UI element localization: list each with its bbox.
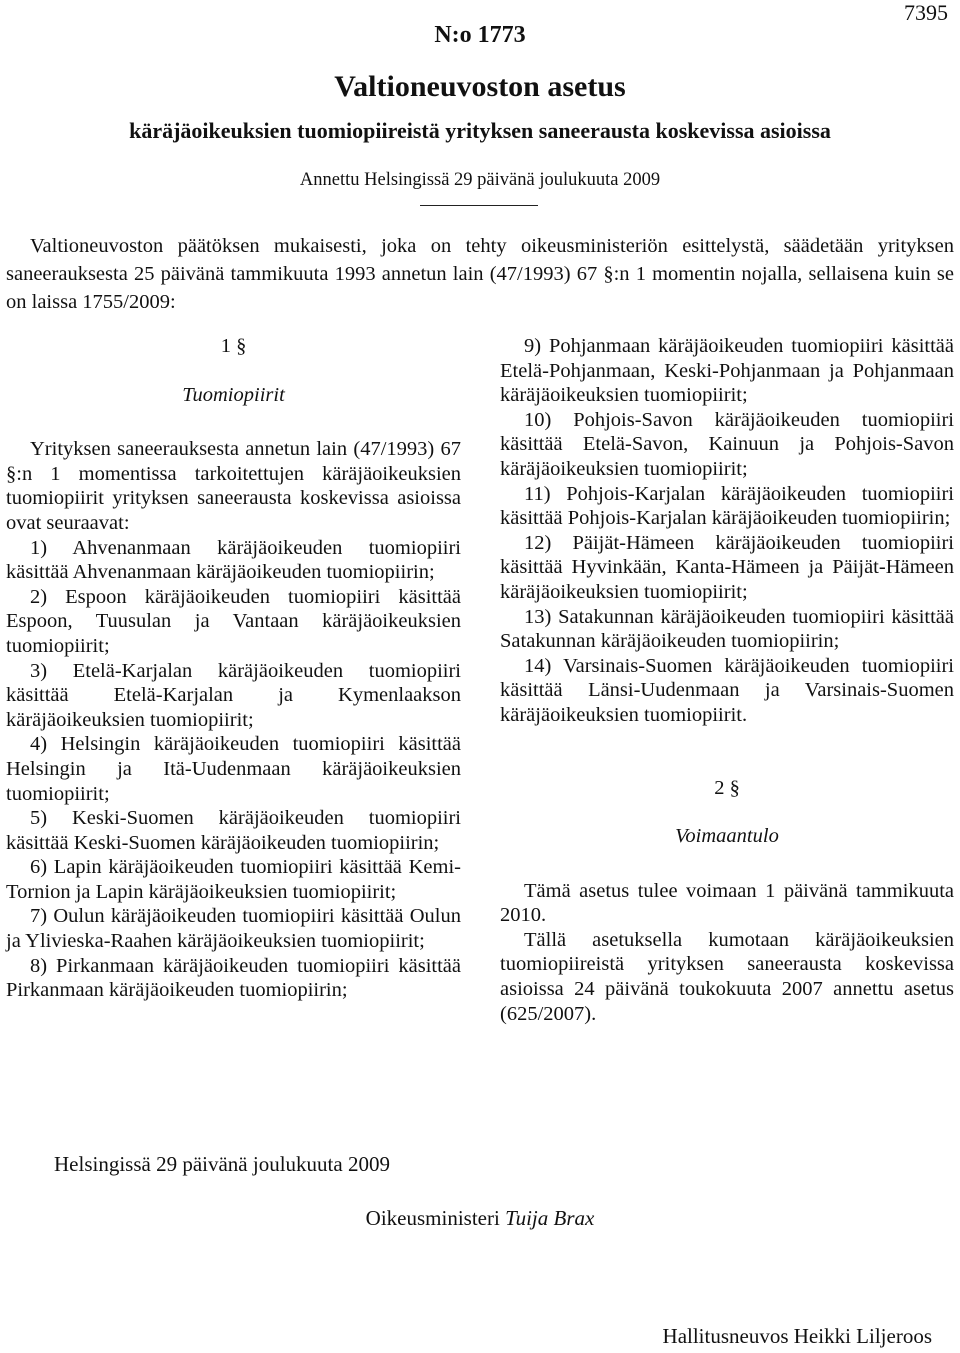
given-date-line: Annettu Helsingissä 29 päivänä joulukuuta 2009 bbox=[299, 170, 661, 190]
list-item: 9) Pohjanmaan käräjäoikeuden tuomiopiiri käsittää Etelä-Pohjanmaan, Keski-Pohjanmaan ja Pohjanmaan käräjäoikeuksien tuomiopiirit; bbox=[500, 335, 954, 407]
section-1-intro: Yrityksen saneerauksesta annetun lain (47/1993) 67 §:n 1 momentissa tarkoitettujen käräjäoikeuksien tuomiopiirit yrityksen saneerausta koskevissa asioissa ovat seuraavat: bbox=[6, 438, 461, 534]
list-item: 10) Pohjois-Savon käräjäoikeuden tuomiopiiri käsittää Etelä-Savon, Kainuun ja Pohjois-Savon käräjäoikeuksien tuomiopiirit; bbox=[500, 408, 954, 480]
section-1-number: 1 § bbox=[220, 335, 247, 357]
minister-signature bbox=[0, 1206, 960, 1231]
list-item: 5) Keski-Suomen käräjäoikeuden tuomiopiiri käsittää Keski-Suomen käräjäoikeuden tuomiopiirin; bbox=[6, 807, 461, 854]
list-item: 2) Espoon käräjäoikeuden tuomiopiiri käsittää Espoon, Tuusulan ja Vantaan käräjäoikeuksien tuomiopiirit; bbox=[6, 585, 461, 657]
section-2-paragraph: Tämä asetus tulee voimaan 1 päivänä tammikuuta 2010. bbox=[500, 879, 954, 927]
list-item: 14) Varsinais-Suomen käräjäoikeuden tuomiopiiri käsittää Länsi-Uudenmaan ja Varsinais-Suomen käräjäoikeuksien tuomiopiirit. bbox=[500, 654, 954, 726]
list-item: 4) Helsingin käräjäoikeuden tuomiopiiri käsittää Helsingin ja Itä-Uudenmaan käräjäoikeuksien tuomiopiirit; bbox=[6, 733, 461, 805]
list-item: 12) Päijät-Hämeen käräjäoikeuden tuomiopiiri käsittää Hyvinkään, Kanta-Hämeen ja Päijät-Hämeen käräjäoikeuksien tuomiopiirit; bbox=[500, 531, 954, 603]
list-item: 6) Lapin käräjäoikeuden tuomiopiiri käsittää Kemi-Tornion ja Lapin käräjäoikeuksien tuomiopiirit; bbox=[6, 856, 461, 903]
document-number: N:o 1773 bbox=[434, 22, 526, 48]
left-column bbox=[6, 334, 461, 1003]
list-item: 8) Pirkanmaan käräjäoikeuden tuomiopiiri käsittää Pirkanmaan käräjäoikeuden tuomiopiirin; bbox=[6, 954, 461, 1002]
signature-place-date: Helsingissä 29 päivänä joulukuuta 2009 bbox=[54, 1152, 390, 1176]
list-item: 13) Satakunnan käräjäoikeuden tuomiopiiri käsittää Satakunnan käräjäoikeuden tuomiopiirin; bbox=[500, 605, 954, 653]
minister-title: Oikeusministeri bbox=[365, 1206, 500, 1230]
list-item: 7) Oulun käräjäoikeuden tuomiopiiri käsittää Oulun ja Ylivieska-Raahen käräjäoikeuksien tuomiopiirit; bbox=[6, 905, 461, 953]
list-item: 1) Ahvenanmaan käräjäoikeuden tuomiopiiri käsittää Ahvenanmaan käräjäoikeuden tuomiopiirin; bbox=[6, 536, 461, 584]
page-number: 7395 bbox=[904, 0, 948, 25]
list-item: 11) Pohjois-Karjalan käräjäoikeuden tuomiopiiri käsittää Pohjois-Karjalan käräjäoikeuden tuomiopiirin; bbox=[500, 482, 954, 530]
section-2-paragraph: Tällä asetuksella kumotaan käräjäoikeuksien tuomiopiireistä yrityksen saneerausta koskevissa asioissa 24 päivänä toukokuuta 2007 annettu asetus (625/2007). bbox=[500, 928, 954, 1025]
section-2-number: 2 § bbox=[714, 776, 740, 799]
document-subtitle: käräjäoikeuksien tuomiopiireistä yrityksen saneerausta koskevissa asioissa bbox=[129, 118, 831, 143]
list-item: 3) Etelä-Karjalan käräjäoikeuden tuomiopiiri käsittää Etelä-Karjalan ja Kymenlaakson käräjäoikeuksien tuomiopiirit; bbox=[6, 659, 461, 731]
preamble bbox=[6, 232, 954, 316]
section-1-heading: Tuomiopiirit bbox=[182, 383, 285, 406]
header-divider bbox=[420, 205, 538, 206]
right-column bbox=[500, 334, 954, 1026]
preamble-text: Valtioneuvoston päätöksen mukaisesti, joka on tehty oikeusministeriön esittelystä, säädetään yrityksen saneerauksesta 25 päivänä tammikuuta 1993 annetun lain (47/1993) 67 §:n 1 momentin nojalla, sellaisena kuin se on laissa 1755/2009: bbox=[6, 235, 954, 313]
minister-name: Tuija Brax bbox=[505, 1206, 595, 1230]
counsel-signature: Hallitusneuvos Heikki Liljeroos bbox=[662, 1324, 932, 1348]
section-2-heading: Voimaantulo bbox=[675, 825, 779, 848]
document-title: Valtioneuvoston asetus bbox=[334, 70, 626, 103]
